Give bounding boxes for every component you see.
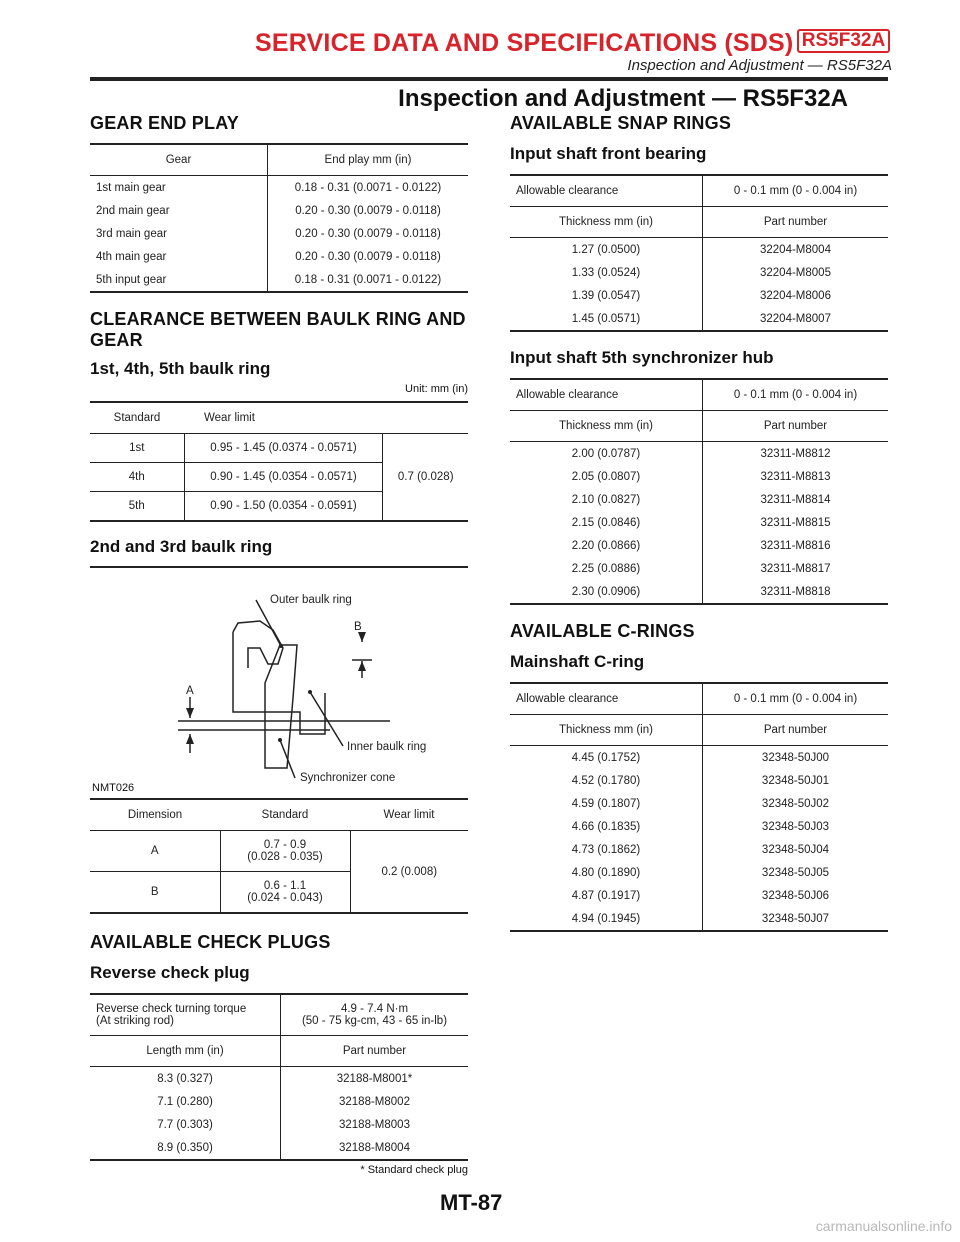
table-cell: 2.20 (0.0866) [510, 534, 703, 557]
unit-label: Unit: mm (in) [405, 383, 468, 395]
baulk-145-heading: 1st, 4th, 5th baulk ring [90, 359, 271, 378]
table-cell: 0.20 - 0.30 (0.0079 - 0.0118) [295, 204, 441, 217]
gear-end-play-table [90, 143, 468, 293]
table-row [510, 284, 888, 307]
sync-hub-heading: Input shaft 5th synchronizer hub [510, 348, 774, 367]
baulk-145-table [90, 401, 468, 522]
table-cell: 7.1 (0.280) [90, 1090, 281, 1113]
torque-label-sub: (At striking rod) [96, 1015, 174, 1027]
snap-rings-heading: AVAILABLE SNAP RINGS [510, 113, 732, 133]
table-header: Part number [703, 411, 889, 442]
table-row [90, 268, 468, 292]
table-cell: 2.10 (0.0827) [510, 488, 703, 511]
table-cell: 2.15 (0.0846) [510, 511, 703, 534]
table-row [510, 442, 888, 466]
table-row [90, 831, 468, 872]
sync-hub-table [510, 378, 888, 605]
table-header: Dimension [90, 799, 220, 831]
table-cell: 2.25 (0.0886) [510, 557, 703, 580]
table-cell: 8.9 (0.350) [90, 1136, 281, 1160]
table-header: End play mm (in) [268, 144, 469, 176]
section-subtitle: Inspection and Adjustment — RS5F32A [627, 57, 892, 74]
table-row [510, 488, 888, 511]
table-cell: 0.95 - 1.45 (0.0374 - 0.0571) [184, 434, 383, 463]
section-title: SERVICE DATA AND SPECIFICATIONS (SDS) [255, 29, 794, 57]
table-cell: Allowable clearance [510, 683, 703, 715]
table-cell: 32204-M8007 [760, 312, 831, 325]
table-cell: 2.00 (0.0787) [510, 442, 703, 466]
page-number: MT-87 [440, 1190, 503, 1215]
table-cell: 0.18 - 0.31 (0.0071 - 0.0122) [294, 181, 442, 194]
label-cone: Synchronizer cone [300, 772, 396, 784]
table-cell: B [90, 872, 220, 914]
arrow-b-up [358, 661, 366, 671]
table-cell: 32311-M8817 [760, 562, 831, 575]
table-row [90, 222, 468, 245]
leader-dot [308, 690, 312, 694]
table-cell: 32348-50J05 [761, 866, 830, 879]
table-cell: 3rd main gear [90, 222, 268, 245]
table-cell: 5th [90, 492, 184, 522]
table-cell [220, 872, 350, 914]
table-cell [220, 831, 350, 872]
table-cell: 2nd main gear [90, 199, 268, 222]
table-row [510, 534, 888, 557]
diagram-svg [90, 568, 468, 798]
table-cell: 4.94 (0.1945) [510, 907, 703, 931]
c-rings-heading: AVAILABLE C-RINGS [510, 621, 695, 641]
table-cell: 1.45 (0.0571) [510, 307, 703, 331]
baulk-23-table [90, 798, 468, 914]
mainshaft-cring-table [510, 682, 888, 932]
arrow-a-down [186, 708, 194, 718]
table-row [510, 861, 888, 884]
table-cell [281, 994, 469, 1036]
table-header: Thickness mm (in) [510, 715, 703, 746]
table-cell: 4.73 (0.1862) [510, 838, 703, 861]
table-row [510, 580, 888, 604]
table-header: Length mm (in) [90, 1036, 281, 1067]
table-cell: 32204-M8006 [760, 289, 831, 302]
table-cell: 0.2 (0.008) [381, 865, 438, 878]
table-cell: 32348-50J07 [761, 912, 830, 925]
table-cell: 32348-50J02 [761, 797, 830, 810]
table-header: Wear limit [350, 799, 468, 831]
table-row [510, 465, 888, 488]
table-cell: 0.7 (0.028) [397, 471, 454, 483]
std-value: 0.6 - 1.1 [263, 880, 307, 892]
right-column [510, 113, 888, 932]
table-cell: 4.87 (0.1917) [510, 884, 703, 907]
table-cell: 4.45 (0.1752) [510, 746, 703, 770]
table-cell: 1.27 (0.0500) [510, 238, 703, 262]
table-cell: 32311-M8812 [760, 447, 831, 460]
table-row [90, 245, 468, 268]
table-row [510, 557, 888, 580]
table-cell: 32348-50J01 [761, 774, 830, 787]
table-row [510, 307, 888, 331]
table-cell: 0.90 - 1.45 (0.0354 - 0.0571) [184, 463, 383, 492]
table-row [510, 907, 888, 931]
torque-value-sub: (50 - 75 kg-cm, 43 - 65 in-lb) [301, 1015, 448, 1027]
label-b: B [354, 621, 362, 633]
std-value: 0.7 - 0.9 [263, 839, 307, 851]
table-cell: 0 - 0.1 mm (0 - 0.004 in) [703, 683, 889, 715]
table-cell: 1.33 (0.0524) [510, 261, 703, 284]
table-cell: 0.18 - 0.31 (0.0071 - 0.0122) [294, 273, 442, 286]
figure-code: NMT026 [92, 782, 135, 794]
table-row [510, 792, 888, 815]
front-bearing-heading: Input shaft front bearing [510, 144, 707, 163]
check-plug-table [90, 993, 468, 1161]
table-row [90, 434, 468, 463]
table-cell: 0 - 0.1 mm (0 - 0.004 in) [703, 175, 889, 207]
table-cell: 0.20 - 0.30 (0.0079 - 0.0118) [295, 250, 441, 263]
table-cell: 32311-M8815 [760, 516, 831, 529]
table-cell [90, 994, 281, 1036]
table-cell: 8.3 (0.327) [90, 1067, 281, 1091]
std-value-in: (0.024 - 0.043) [247, 892, 323, 904]
table-row [510, 261, 888, 284]
table-cell: 1st [90, 434, 184, 463]
table-header: Part number [281, 1036, 469, 1067]
table-row [90, 199, 468, 222]
leader-dot [279, 644, 283, 648]
front-bearing-table [510, 174, 888, 332]
table-cell: 0.20 - 0.30 (0.0079 - 0.0118) [295, 227, 441, 240]
table-row [90, 1067, 468, 1091]
table-cell: 1.39 (0.0547) [510, 284, 703, 307]
table-header: Standard [90, 402, 184, 434]
table-header: Gear [90, 144, 268, 176]
table-cell: 2.05 (0.0807) [510, 465, 703, 488]
torque-value: 4.9 - 7.4 N·m [340, 1003, 409, 1015]
gear-end-play-heading: GEAR END PLAY [90, 113, 239, 133]
table-cell: 4.80 (0.1890) [510, 861, 703, 884]
watermark: carmanualsonline.info [815, 1218, 952, 1234]
baulk-23-heading: 2nd and 3rd baulk ring [90, 537, 273, 556]
table-row [510, 815, 888, 838]
table-cell: 4.52 (0.1780) [510, 769, 703, 792]
std-value-in: (0.028 - 0.035) [247, 851, 323, 863]
reverse-plug-heading: Reverse check plug [90, 963, 250, 982]
table-cell: A [90, 831, 220, 872]
table-cell: 0.90 - 1.50 (0.0354 - 0.0591) [184, 492, 383, 522]
table-cell: 32311-M8818 [760, 585, 831, 598]
table-cell: 4.66 (0.1835) [510, 815, 703, 838]
left-column [90, 113, 468, 1176]
leader-dot [278, 738, 282, 742]
leader-inner [310, 692, 343, 746]
label-inner-ring: Inner baulk ring [347, 741, 427, 753]
table-cell: 32311-M8814 [760, 493, 831, 506]
table-cell: 32188-M8004 [339, 1141, 410, 1154]
footnote: * Standard check plug [360, 1164, 468, 1176]
mainshaft-cring-heading: Mainshaft C-ring [510, 652, 645, 671]
table-row [510, 838, 888, 861]
table-cell: Allowable clearance [510, 379, 703, 411]
model-badge: RS5F32A [797, 29, 890, 53]
table-header: Part number [703, 715, 889, 746]
table-cell: 32311-M8813 [760, 470, 831, 483]
table-row [90, 1113, 468, 1136]
table-cell: 1st main gear [90, 176, 268, 200]
table-cell: 32188-M8002 [339, 1095, 410, 1108]
table-header: Thickness mm (in) [510, 207, 703, 238]
table-cell: 32311-M8816 [760, 539, 831, 552]
outer-ring-outline [233, 621, 283, 668]
leader-cone [280, 740, 295, 778]
table-row [510, 769, 888, 792]
table-cell: Allowable clearance [510, 175, 703, 207]
table-cell: 0 - 0.1 mm (0 - 0.004 in) [703, 379, 889, 411]
table-cell: 32348-50J04 [761, 843, 830, 856]
label-a: A [186, 685, 194, 697]
table-cell: 4th [90, 463, 184, 492]
table-row [90, 1090, 468, 1113]
table-row [90, 1136, 468, 1160]
table-row [90, 176, 468, 200]
table-cell: 2.30 (0.0906) [510, 580, 703, 604]
table-cell: 32188-M8001* [336, 1072, 413, 1085]
check-plugs-heading: AVAILABLE CHECK PLUGS [90, 932, 331, 952]
table-cell: 32188-M8003 [339, 1118, 410, 1131]
table-cell: 4th main gear [90, 245, 268, 268]
table-row [510, 511, 888, 534]
table-row [510, 238, 888, 262]
table-cell: 32204-M8004 [760, 243, 831, 256]
header-rule [90, 77, 888, 81]
page-title: Inspection and Adjustment — RS5F32A [398, 85, 848, 112]
table-cell: 32348-50J00 [761, 751, 830, 764]
table-cell: 5th input gear [90, 268, 268, 292]
arrow-a-up [186, 734, 194, 744]
table-cell: 4.59 (0.1807) [510, 792, 703, 815]
table-cell: 32348-50J03 [761, 820, 830, 833]
table-header: Wear limit [184, 402, 468, 434]
table-header: Thickness mm (in) [510, 411, 703, 442]
table-row [510, 746, 888, 770]
table-row [510, 884, 888, 907]
torque-label: Reverse check turning torque [96, 1003, 247, 1015]
arrow-b-down [358, 632, 366, 642]
baulk-clearance-heading: CLEARANCE BETWEEN BAULK RING AND GEAR [90, 309, 466, 350]
table-cell: 32204-M8005 [760, 266, 831, 279]
baulk-ring-diagram [90, 568, 468, 798]
label-outer-ring: Outer baulk ring [270, 594, 352, 606]
table-header: Part number [703, 207, 889, 238]
table-cell: 7.7 (0.303) [90, 1113, 281, 1136]
table-cell: 32348-50J06 [761, 889, 830, 902]
table-header: Standard [220, 799, 350, 831]
leader-outer [256, 600, 281, 646]
